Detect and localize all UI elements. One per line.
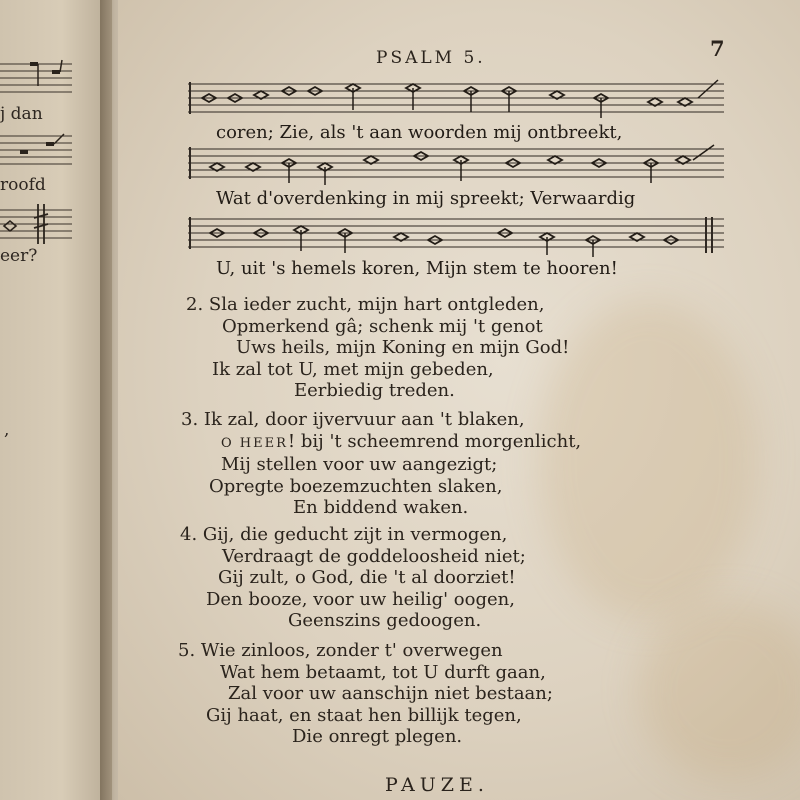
divine-name: O HEER — [221, 435, 288, 451]
verse-line: Opmerkend gâ; schenk mij 't genot — [222, 315, 543, 337]
verse-line: ! bij 't scheemrend morgenlicht, — [287, 430, 582, 452]
music-staff-3 — [188, 213, 724, 257]
left-staff-fragment — [0, 130, 72, 170]
verse-line: Den booze, voor uw heilig' oogen, — [206, 588, 515, 610]
left-text-fragment: roofd — [0, 175, 46, 195]
verse-line: Wie zinloos, zonder t' overwegen — [200, 640, 503, 661]
paper-stain — [638, 600, 800, 780]
stanza-number: 3. — [181, 409, 199, 430]
stanza-4 — [180, 524, 526, 632]
music-staff-2 — [188, 143, 724, 187]
verse-line: Eerbiedig treden. — [294, 380, 455, 401]
verse-line: Ik zal, door ijvervuur aan 't blaken, — [203, 409, 525, 430]
verse-line: Mij stellen voor uw aangezigt; — [221, 454, 498, 475]
left-text-fragment: eer? — [0, 246, 38, 266]
lyric-line-1: coren; Zie, als 't aan woorden mij ontbreekt, — [216, 122, 623, 143]
stanza-3 — [181, 409, 581, 519]
verse-line: Ik zal tot U, met mijn gebeden, — [212, 358, 494, 380]
verse-line: En biddend waken. — [293, 497, 469, 518]
stanza-number: 5. — [178, 640, 196, 661]
left-staff-fragment — [0, 58, 72, 98]
lyric-line-3: U, uit 's hemels koren, Mijn stem te hooren! — [216, 258, 618, 279]
verse-line: Geenszins gedoogen. — [288, 610, 482, 631]
verse-line: Wat hem betaamt, tot U durft gaan, — [220, 661, 546, 683]
left-text-fragment: j dan — [0, 104, 43, 124]
verse-line: Uws heils, mijn Koning en mijn God! — [236, 337, 570, 358]
verse-line: Verdraagt de goddeloosheid niet; — [222, 545, 526, 567]
verse-line: Gij zult, o God, die 't al doorziet! — [218, 567, 516, 588]
verse-line: Die onregt plegen. — [292, 726, 463, 747]
music-staff-1 — [188, 78, 724, 122]
lyric-line-2: Wat d'overdenking in mij spreekt; Verwaardig — [216, 188, 636, 209]
verse-line: Opregte boezemzuchten slaken, — [209, 475, 503, 497]
left-comma: , — [4, 420, 10, 440]
stanza-5 — [178, 640, 553, 748]
verse-line: Gij, die geducht zijt in vermogen, — [202, 524, 508, 545]
stanza-number: 4. — [180, 524, 198, 545]
verse-line: Zal voor uw aanschijn niet bestaan; — [228, 683, 553, 704]
psalm-title: PSALM 5. — [376, 48, 486, 68]
verse-line: Sla ieder zucht, mijn hart ontgleden, — [208, 294, 545, 315]
pauze-label: PAUZE. — [385, 774, 489, 796]
stanza-2 — [186, 294, 569, 402]
page-number: 7 — [710, 36, 725, 61]
left-staff-fragment — [0, 204, 72, 244]
stanza-number: 2. — [186, 294, 204, 315]
verse-line: Gij haat, en staat hen billijk tegen, — [206, 704, 522, 726]
left-page — [0, 0, 112, 800]
